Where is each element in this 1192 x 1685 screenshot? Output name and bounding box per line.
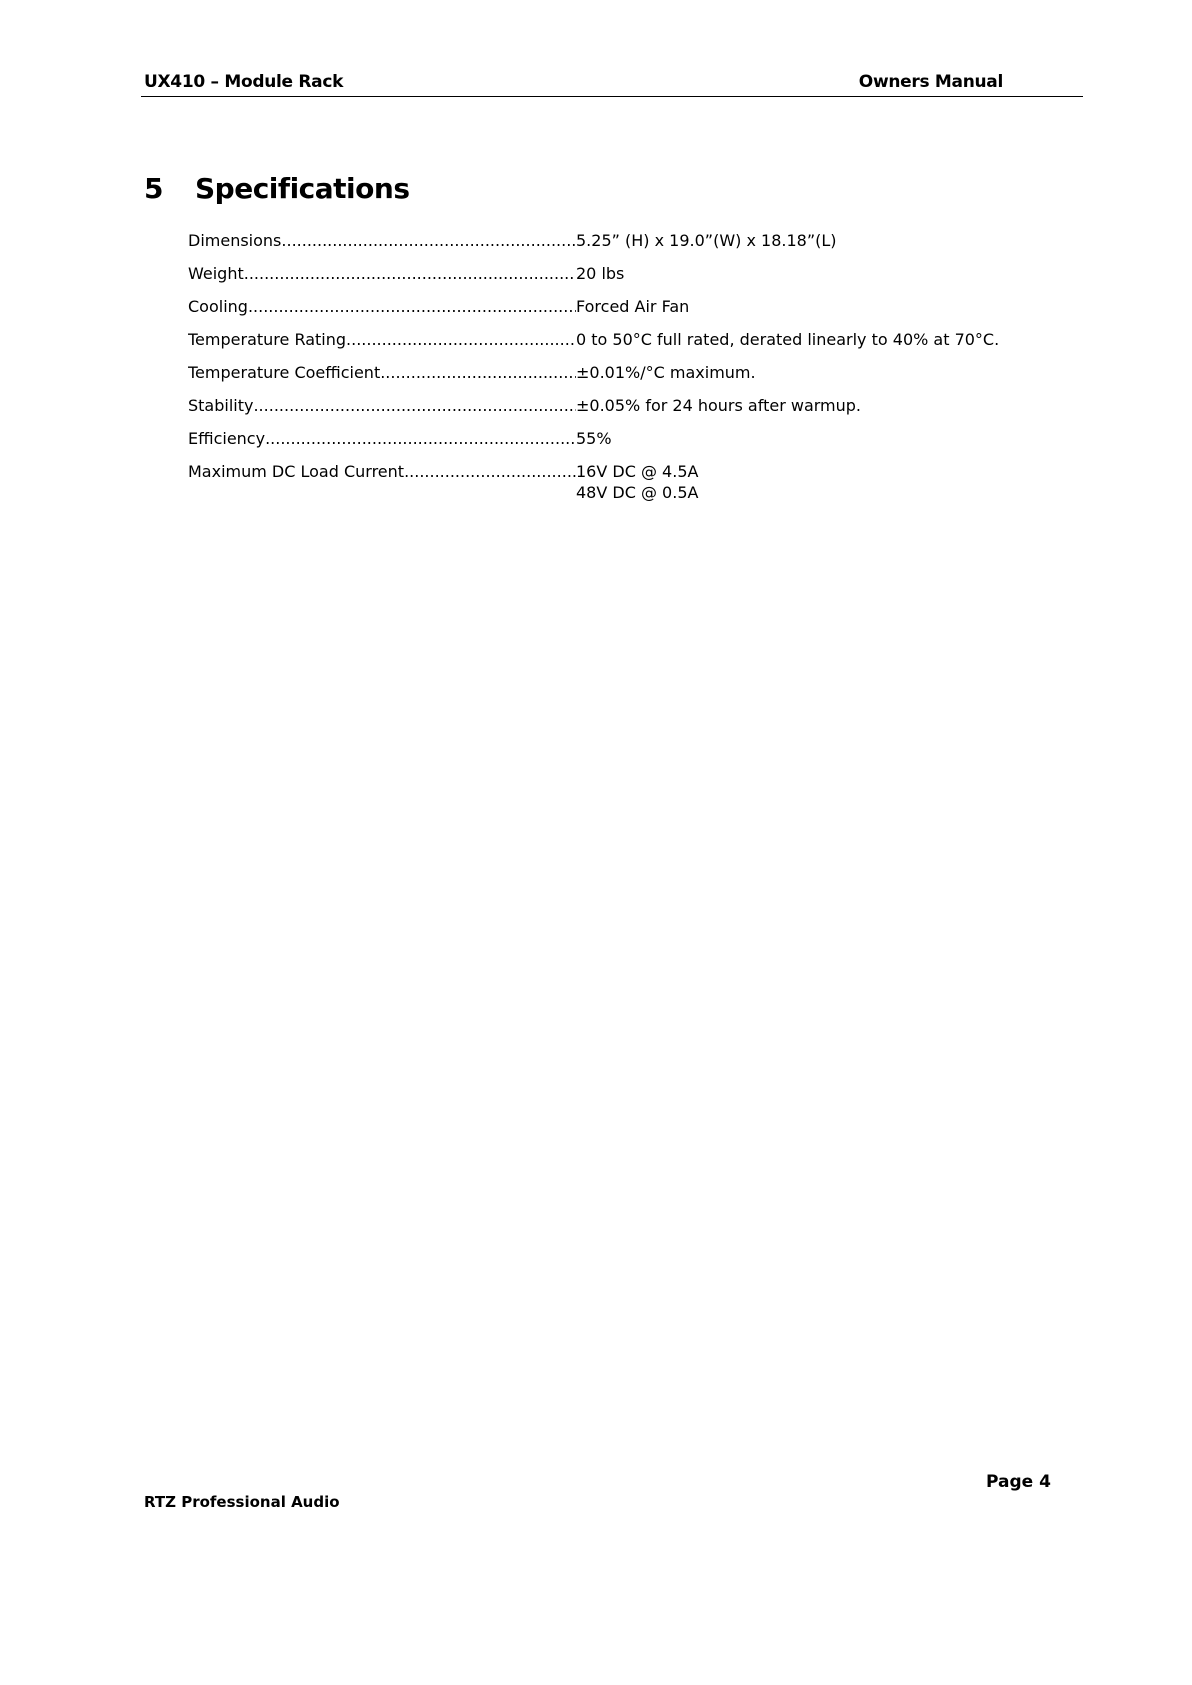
- spec-label: Dimensions: [188, 231, 282, 250]
- document-type: Owners Manual: [858, 72, 1003, 92]
- dot-leader: [244, 263, 576, 284]
- page-number: Page 4: [986, 1472, 1051, 1492]
- company-name: RTZ Professional Audio: [144, 1493, 340, 1511]
- dot-leader: [404, 461, 576, 503]
- spec-row-temperature-coefficient: [188, 362, 1016, 383]
- spec-value: 48V DC @ 0.5A: [576, 483, 699, 502]
- dot-leader: [253, 395, 576, 416]
- section-heading: [144, 172, 409, 205]
- spec-row-weight: [188, 263, 1016, 284]
- spec-value: ±0.01%/°C maximum.: [576, 363, 756, 382]
- spec-label: Weight: [188, 264, 244, 283]
- dot-leader: [265, 428, 576, 449]
- spec-row-dimensions: [188, 230, 1016, 251]
- spec-label: Efficiency: [188, 429, 266, 448]
- spec-row-efficiency: [188, 428, 1016, 449]
- document-title: UX410 – Module Rack: [144, 72, 344, 92]
- spec-value: 5.25” (H) x 19.0”(W) x 18.18”(L): [576, 231, 837, 250]
- spec-value: ±0.05% for 24 hours after warmup.: [576, 396, 862, 415]
- spec-label: Stability: [188, 396, 254, 415]
- dot-leader: [281, 230, 576, 251]
- page-header: [141, 68, 1083, 97]
- spec-value: 20 lbs: [576, 264, 625, 283]
- spec-row-stability: [188, 395, 1016, 416]
- dot-leader: [248, 296, 576, 317]
- specifications-list: [188, 230, 1016, 515]
- spec-label: Temperature Rating: [188, 330, 347, 349]
- spec-label: Maximum DC Load Current: [188, 462, 405, 481]
- section-number: 5: [144, 172, 163, 205]
- spec-value: 55%: [576, 429, 612, 448]
- spec-row-temperature-rating: [188, 329, 1016, 350]
- dot-leader: [380, 362, 576, 383]
- spec-value: 0 to 50°C full rated, derated linearly to 40% at 70°C.: [576, 330, 1000, 349]
- dot-leader: [346, 329, 576, 350]
- spec-row-cooling: [188, 296, 1016, 317]
- spec-label: Temperature Coefficient: [188, 363, 381, 382]
- spec-row-max-dc-load-current: [188, 461, 1016, 503]
- spec-value: Forced Air Fan: [576, 297, 690, 316]
- section-title: Specifications: [195, 172, 410, 205]
- spec-value: 16V DC @ 4.5A: [576, 462, 699, 481]
- spec-label: Cooling: [188, 297, 248, 316]
